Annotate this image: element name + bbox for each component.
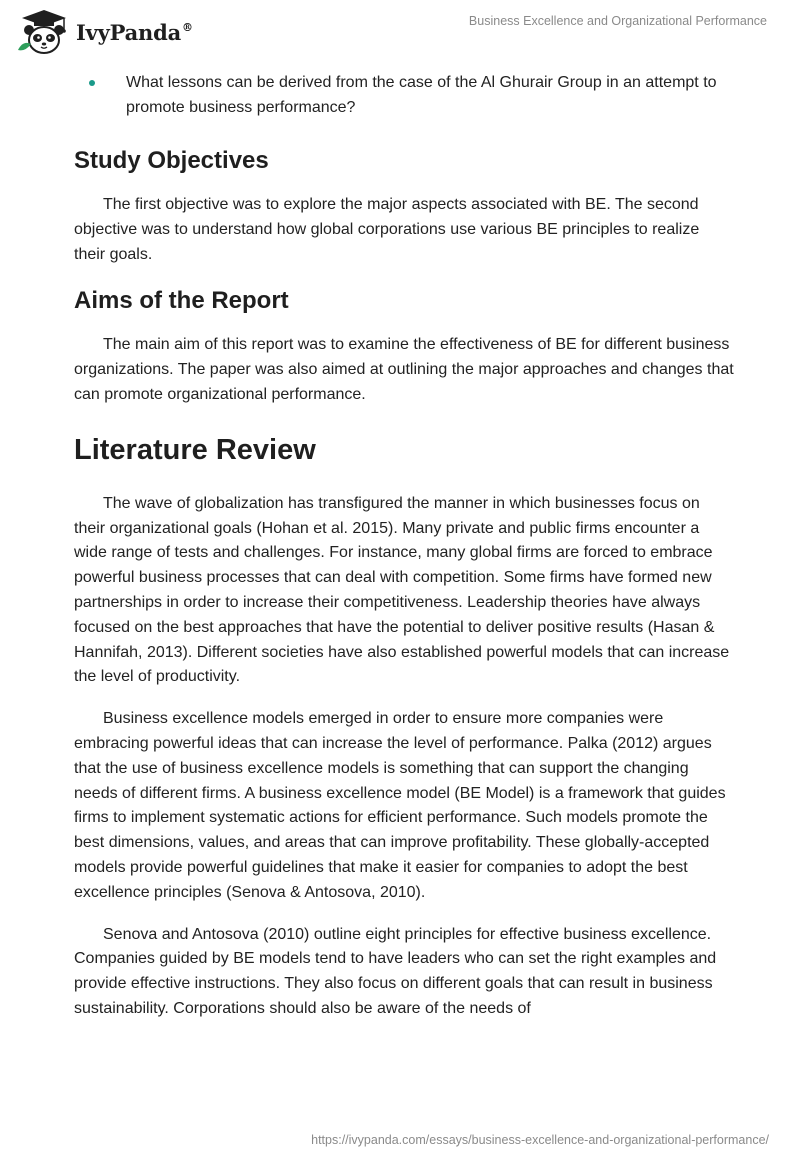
section-heading-study-objectives: Study Objectives xyxy=(74,147,269,174)
panda-graduate-icon xyxy=(16,8,72,56)
ivypanda-logo[interactable] xyxy=(16,8,216,56)
paragraph: Business excellence models emerged in order to ensure more companies were embracing powerful ideas that can increase the level of performance. Palka (2012) argues that the use of business excellence models is something that can support the changing needs of different firms. A business excellence model (BE Model) is a framework that guides firms to implement systematic actions for efficient performance. Such models promote the best dimensions, values, and areas that can improve profitability. These globally-accepted models provide powerful guidelines that make it easier for companies to adopt the best excellence principles (Senova & Antosova, 2010). xyxy=(74,710,726,901)
source-url-link[interactable]: https://ivypanda.com/essays/business-excellence-and-organizational-performance/ xyxy=(311,1133,769,1147)
logo-wordmark xyxy=(76,20,193,45)
list-item-text: What lessons can be derived from the case of the Al Ghurair Group in an attempt to promote business performance? xyxy=(126,74,717,116)
paragraph: The first objective was to explore the major aspects associated with BE. The second objective was to understand how global corporations use various BE principles to realize their goals. xyxy=(74,196,700,263)
paragraph: Senova and Antosova (2010) outline eight principles for effective business excellence. Companies guided by BE models tend to have leaders who can set the right examples and provide effective instructions. They also focus on different goals that can result in business sustainability. Corporations should also be aware of the needs of xyxy=(74,925,717,1017)
logo-text: IvyPanda xyxy=(76,19,182,45)
bullet-icon xyxy=(89,80,95,86)
list-item xyxy=(74,71,734,120)
section-heading-aims: Aims of the Report xyxy=(74,287,289,315)
section-heading-literature-review: Literature Review xyxy=(74,433,316,466)
research-questions-list xyxy=(74,71,734,120)
registered-mark: ® xyxy=(182,20,193,34)
document-title: Business Excellence and Organizational Performance xyxy=(468,14,767,28)
paragraph: The main aim of this report was to examine the effectiveness of BE for different business organizations. The paper was also aimed at outlining the major approaches and changes that can promote organizational performance. xyxy=(74,336,734,403)
essay-content xyxy=(74,71,734,1022)
page-header xyxy=(0,0,800,60)
paragraph: The wave of globalization has transfigured the manner in which businesses focus on their organizational goals (Hohan et al. 2015). Many private and public firms encounter a wide range of tests and challenges. For instance, many global firms are forced to embrace powerful business processes that can deal with competition. Some firms have formed new partnerships in order to increase their competitiveness. Leadership theories have always focused on the best approaches that have the potential to deliver positive results (Hasan & Hannifah, 2013). Different societies have also established powerful models that can increase the level of productivity. xyxy=(74,494,730,686)
